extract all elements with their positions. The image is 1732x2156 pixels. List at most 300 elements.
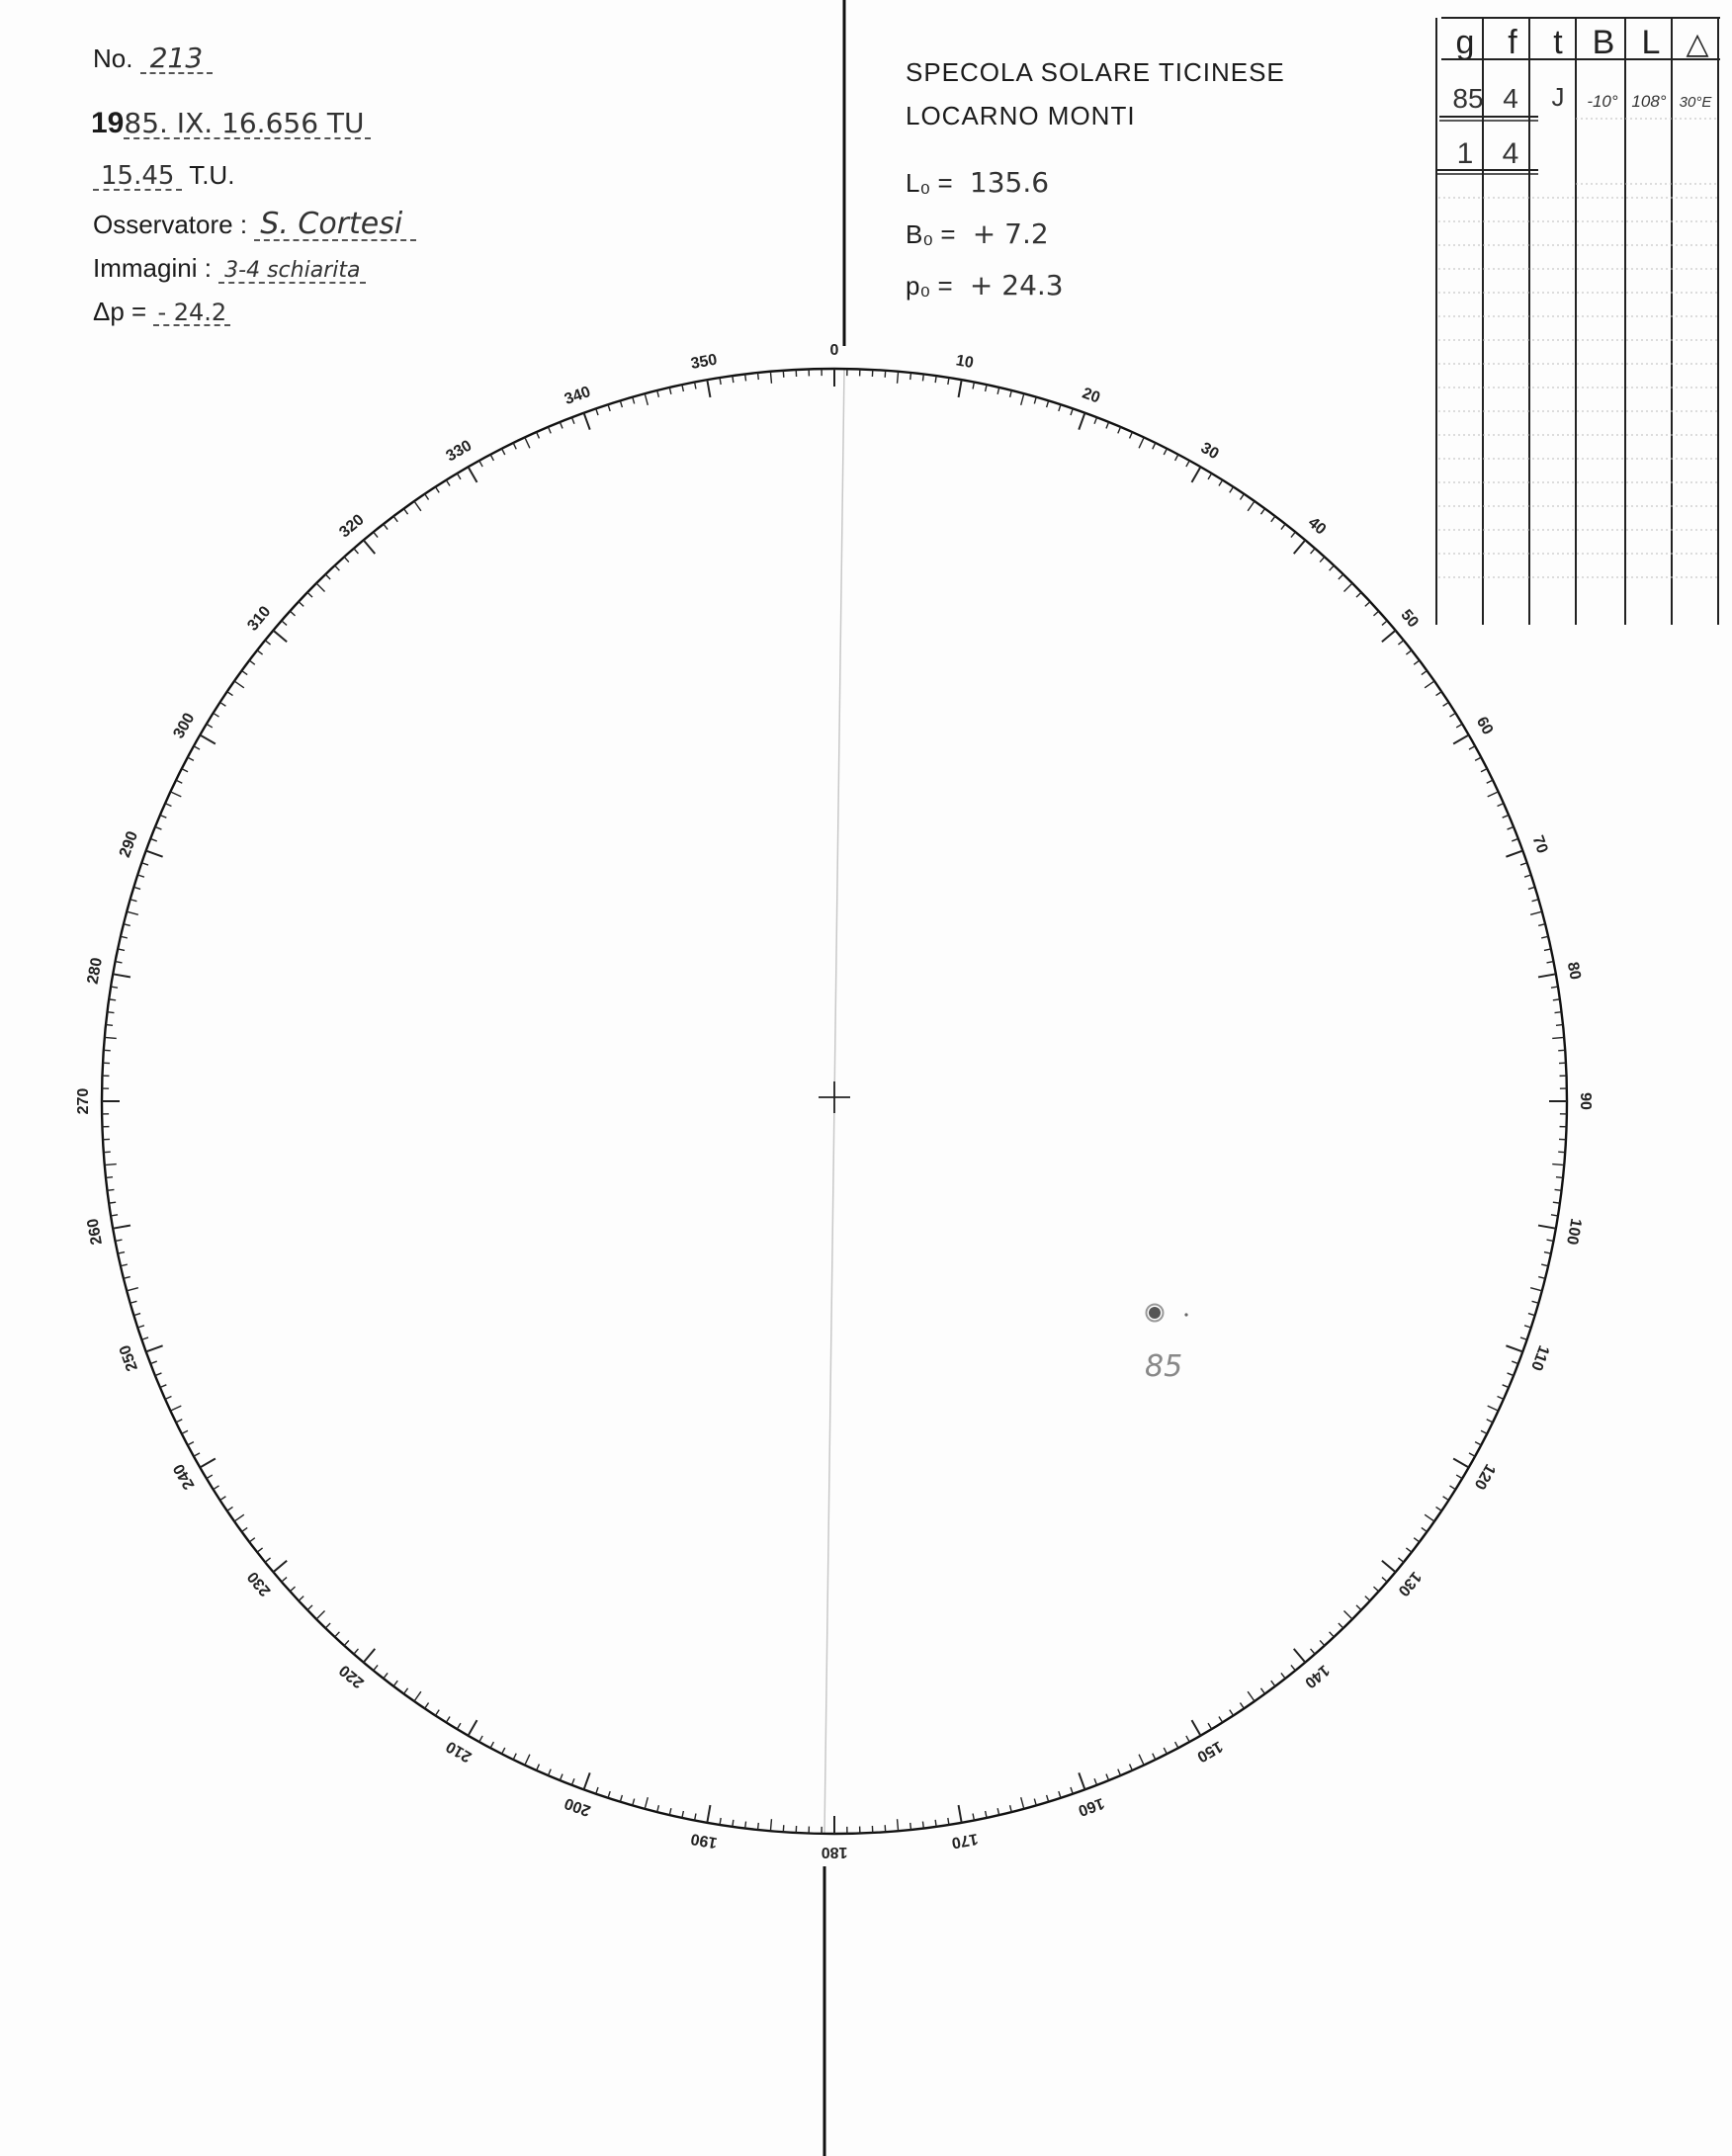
degree-tick: [1010, 1805, 1012, 1812]
degree-tick: [130, 900, 137, 902]
degree-tick: [770, 1819, 771, 1831]
table-row2-f: 4: [1502, 137, 1519, 170]
degree-tick: [1311, 1649, 1316, 1654]
degree-tick: [1034, 397, 1036, 404]
degree-tick: [133, 887, 140, 889]
degree-label: 210: [443, 1737, 476, 1766]
degree-tick: [307, 1605, 312, 1610]
degree-tick: [1079, 413, 1084, 430]
degree-tick: [1398, 641, 1403, 645]
degree-tick: [1373, 611, 1378, 616]
degree-tick: [1339, 574, 1343, 579]
degree-tick: [118, 949, 125, 950]
degree-tick: [695, 383, 696, 389]
p0-value: + 24.3: [969, 269, 1064, 302]
degree-tick: [1071, 408, 1073, 415]
degree-tick: [1382, 1561, 1396, 1573]
degree-tick: [1512, 1361, 1518, 1364]
degree-tick: [1343, 583, 1351, 591]
degree-tick: [1469, 1453, 1475, 1456]
observer-label: Osservatore :: [93, 210, 248, 239]
degree-tick: [1356, 1605, 1361, 1610]
degree-label: 0: [829, 342, 839, 360]
degree-tick: [571, 1778, 574, 1785]
degree-tick: [1021, 1797, 1024, 1809]
degree-tick: [1311, 549, 1316, 554]
degree-label: 300: [170, 710, 199, 742]
degree-tick: [1449, 713, 1455, 717]
degree-tick: [1320, 1640, 1325, 1645]
images-label: Immagini :: [93, 253, 212, 283]
degree-tick: [560, 422, 563, 428]
degree-tick: [1406, 650, 1412, 654]
degree-label: 350: [689, 351, 719, 373]
degree-tick: [393, 516, 397, 522]
degree-tick: [922, 375, 923, 382]
table-header-l: L: [1641, 24, 1661, 61]
degree-tick: [1186, 461, 1189, 467]
degree-tick: [513, 1754, 516, 1760]
degree-tick: [1175, 1742, 1178, 1748]
degree-tick: [1503, 815, 1509, 818]
degree-tick: [1528, 887, 1535, 889]
degree-tick: [1260, 1688, 1264, 1694]
degree-tick: [1520, 1337, 1527, 1339]
degree-tick: [105, 1164, 117, 1165]
degree-tick: [1106, 422, 1109, 428]
degree-label: 10: [954, 352, 976, 373]
degree-tick: [1556, 1025, 1563, 1026]
number-label: No.: [93, 43, 133, 73]
degree-tick: [1059, 404, 1061, 411]
degree-tick: [1406, 1548, 1412, 1552]
degree-label: 290: [116, 828, 142, 860]
observatory-title-line2: LOCARNO MONTI: [906, 101, 1136, 130]
degree-tick: [1547, 962, 1554, 963]
degree-tick: [469, 467, 477, 482]
degree-tick: [1555, 1012, 1562, 1013]
degree-tick: [141, 863, 148, 865]
degree-tick: [242, 1527, 248, 1531]
degree-tick: [1094, 1778, 1097, 1785]
degree-tick: [257, 1548, 263, 1552]
degree-tick: [1498, 1397, 1504, 1400]
degree-tick: [1508, 826, 1514, 829]
degree-tick: [1281, 1673, 1285, 1679]
degree-tick: [959, 1805, 962, 1823]
degree-tick: [1139, 437, 1144, 448]
degree-tick: [446, 1716, 450, 1722]
table-row1-g: 85: [1452, 83, 1484, 114]
b0-value: + 7.2: [972, 217, 1049, 250]
degree-label: 90: [1576, 1092, 1594, 1110]
degree-tick: [682, 385, 683, 391]
degree-tick: [299, 1596, 303, 1601]
degree-tick: [1356, 592, 1361, 597]
degree-tick: [1538, 1226, 1556, 1229]
degree-label: 110: [1527, 1342, 1552, 1373]
delta-p-label: Δp =: [93, 297, 147, 326]
l0-value: 135.6: [969, 166, 1050, 199]
degree-tick: [108, 1012, 115, 1013]
degree-tick: [1339, 1623, 1343, 1628]
degree-tick: [384, 1673, 388, 1679]
table-row1-b: -10°: [1587, 92, 1618, 111]
degree-tick: [425, 494, 429, 500]
degree-tick: [645, 393, 648, 405]
degree-label: 230: [244, 1568, 275, 1599]
degree-label: 60: [1472, 714, 1497, 738]
degree-tick: [1524, 1326, 1531, 1328]
degree-tick: [707, 380, 710, 397]
degree-label: 340: [562, 383, 593, 409]
degree-tick: [1118, 427, 1121, 433]
degree-tick: [1365, 1596, 1370, 1601]
degree-tick: [1553, 1202, 1560, 1203]
degree-tick: [733, 376, 734, 383]
table-row1-t: J: [1551, 82, 1565, 112]
degree-tick: [150, 1361, 157, 1364]
l0-label: L₀ =: [906, 168, 953, 198]
degree-tick: [1186, 1736, 1189, 1742]
degree-tick: [414, 1691, 421, 1701]
degree-tick: [234, 1514, 244, 1521]
degree-tick: [1330, 565, 1335, 570]
degree-tick: [182, 1430, 188, 1433]
degree-tick: [1532, 900, 1539, 902]
degree-label: 170: [950, 1830, 980, 1852]
degree-label: 320: [336, 511, 368, 542]
degree-tick: [986, 385, 987, 391]
degree-label: 70: [1528, 833, 1551, 856]
table-header-g: g: [1455, 24, 1475, 61]
degree-tick: [1422, 670, 1428, 674]
degree-tick: [207, 724, 213, 728]
degree-tick: [490, 1742, 493, 1748]
degree-tick: [537, 1765, 540, 1770]
degree-tick: [1436, 1507, 1442, 1510]
degree-tick: [935, 1820, 936, 1827]
degree-tick: [1456, 724, 1462, 728]
degree-tick: [384, 524, 388, 530]
degree-tick: [435, 1710, 439, 1716]
degree-tick: [227, 1507, 233, 1510]
degree-tick: [214, 1486, 219, 1490]
degree-tick: [490, 455, 493, 461]
degree-tick: [513, 443, 516, 449]
degree-tick: [537, 432, 540, 438]
degree-tick: [113, 1226, 130, 1229]
degree-tick: [273, 631, 287, 643]
degree-tick: [354, 549, 359, 554]
degree-tick: [282, 621, 287, 626]
degree-tick: [1422, 1527, 1428, 1531]
degree-label: 180: [821, 1843, 848, 1860]
degree-tick: [242, 670, 248, 674]
degree-tick: [403, 509, 407, 515]
degree-tick: [1373, 1587, 1378, 1592]
degree-tick: [1556, 1177, 1563, 1178]
p0-label: p₀ =: [906, 271, 953, 301]
degree-tick: [1175, 455, 1178, 461]
degree-tick: [1094, 417, 1097, 424]
degree-tick: [1320, 557, 1325, 561]
degree-tick: [182, 769, 188, 772]
degree-tick: [1230, 1710, 1234, 1716]
degree-tick: [1071, 1787, 1073, 1794]
degree-label: 310: [244, 603, 275, 635]
degree-label: 330: [443, 437, 476, 466]
degree-tick: [1553, 999, 1560, 1000]
degree-tick: [249, 1538, 255, 1542]
degree-tick: [124, 924, 130, 926]
degree-tick: [1555, 1189, 1562, 1190]
degree-tick: [1425, 1514, 1434, 1521]
degree-tick: [1506, 851, 1522, 857]
degree-label: 250: [116, 1342, 142, 1374]
degree-tick: [374, 1665, 378, 1670]
table-row1-delta: 30°E: [1679, 94, 1712, 111]
degree-tick: [1164, 449, 1167, 455]
degree-tick: [1414, 660, 1420, 664]
degree-tick: [1192, 467, 1201, 482]
degree-tick: [165, 804, 171, 807]
degree-tick: [973, 383, 974, 389]
degree-tick: [1552, 1164, 1564, 1165]
degree-tick: [155, 1373, 161, 1376]
degree-tick: [596, 408, 598, 415]
degree-tick: [1506, 1345, 1522, 1351]
degree-tick: [282, 1578, 287, 1583]
degree-tick: [257, 650, 263, 654]
date-value: 85. IX. 16.656 TU: [124, 110, 370, 139]
degree-tick: [121, 936, 128, 938]
degree-label: 200: [562, 1793, 593, 1820]
degree-tick: [633, 397, 635, 404]
degree-tick: [1153, 443, 1156, 449]
degree-tick: [165, 1397, 171, 1400]
degree-tick: [973, 1814, 974, 1821]
degree-tick: [502, 449, 505, 455]
degree-tick: [403, 1688, 407, 1694]
table-header-t: t: [1553, 24, 1563, 61]
degree-tick: [1192, 1720, 1201, 1736]
degree-tick: [898, 1819, 899, 1831]
degree-tick: [188, 1442, 194, 1445]
table-header-delta: △: [1686, 28, 1709, 60]
degree-tick: [1240, 494, 1244, 500]
degree-label: 80: [1563, 960, 1584, 982]
degree-tick: [141, 1337, 148, 1339]
degree-tick: [1034, 1799, 1036, 1806]
degree-label: 240: [170, 1460, 199, 1493]
table-row1-l: 108°: [1631, 92, 1667, 111]
degree-tick: [525, 437, 530, 448]
degree-tick: [1291, 532, 1295, 537]
degree-tick: [1443, 1497, 1449, 1501]
degree-tick: [959, 380, 962, 397]
degree-tick: [1398, 1558, 1403, 1562]
degree-tick: [1425, 681, 1434, 688]
degree-label: 100: [1563, 1217, 1585, 1247]
degree-tick: [608, 404, 610, 411]
degree-tick: [188, 757, 194, 760]
degree-tick: [160, 1385, 166, 1388]
degree-tick: [364, 1649, 376, 1663]
degree-tick: [1414, 1538, 1420, 1542]
degree-tick: [227, 692, 233, 696]
degree-tick: [316, 583, 324, 591]
degree-tick: [645, 1797, 648, 1809]
degree-tick: [457, 1723, 461, 1729]
degree-tick: [137, 875, 144, 877]
degree-tick: [194, 746, 200, 749]
table-ruled-lines: [1438, 119, 1718, 577]
degree-tick: [194, 1453, 200, 1456]
degree-tick: [986, 1811, 987, 1818]
degree-tick: [1541, 1264, 1548, 1266]
degree-tick: [502, 1748, 505, 1754]
degree-tick: [127, 911, 138, 914]
degree-tick: [106, 1177, 113, 1178]
degree-tick: [1547, 1240, 1554, 1241]
degree-tick: [1530, 1288, 1542, 1291]
degree-tick: [1343, 1610, 1351, 1618]
degree-tick: [207, 1475, 213, 1479]
degree-tick: [290, 1587, 295, 1592]
degree-tick: [1106, 1774, 1109, 1780]
degree-tick: [1271, 516, 1275, 522]
year-prefix: 19: [91, 107, 125, 139]
degree-tick: [446, 480, 450, 486]
degree-tick: [1469, 746, 1475, 749]
sunspot-small: [1184, 1313, 1187, 1316]
degree-tick: [364, 540, 376, 554]
table-row2-g: 1: [1456, 137, 1474, 170]
degree-label: 120: [1470, 1460, 1499, 1493]
images-value: 3-4 schiarita: [218, 260, 366, 284]
observatory-title-line1: SPECOLA SOLARE TICINESE: [906, 57, 1285, 87]
degree-tick: [596, 1787, 598, 1794]
degree-tick: [116, 1240, 123, 1241]
degree-tick: [220, 1497, 226, 1501]
degree-tick: [176, 1420, 182, 1423]
degree-tick: [1382, 1578, 1387, 1583]
degree-tick: [1294, 1649, 1306, 1663]
degree-tick: [1488, 792, 1499, 797]
degree-tick: [108, 1189, 115, 1190]
degree-label: 190: [689, 1830, 719, 1852]
degree-tick: [109, 1202, 116, 1203]
b0-label: B₀ =: [906, 219, 956, 249]
degree-tick: [997, 388, 999, 394]
sunspot-umbra: [1149, 1307, 1161, 1319]
degree-tick: [1538, 974, 1556, 977]
degree-tick: [307, 592, 312, 597]
degree-tick: [548, 427, 551, 433]
degree-tick: [469, 1720, 477, 1736]
degree-tick: [1456, 1475, 1462, 1479]
degree-tick: [1248, 1691, 1255, 1701]
table-header-f: f: [1508, 24, 1517, 61]
degree-tick: [1538, 1277, 1545, 1279]
degree-tick: [1208, 474, 1212, 479]
degree-tick: [620, 400, 622, 407]
degree-tick: [1541, 936, 1548, 938]
degree-tick: [745, 1822, 746, 1829]
degree-tick: [344, 557, 349, 561]
degree-tick: [414, 501, 421, 511]
degree-tick: [1487, 780, 1493, 783]
degree-tick: [1498, 804, 1504, 807]
degree-tick: [997, 1808, 999, 1815]
degree-tick: [146, 1345, 163, 1351]
degree-tick: [105, 1037, 117, 1038]
degree-tick: [1260, 509, 1264, 515]
degree-tick: [457, 474, 461, 479]
degree-tick: [745, 375, 746, 382]
degree-tick: [435, 487, 439, 493]
degree-tick: [1475, 1442, 1481, 1445]
degree-tick: [118, 1252, 125, 1253]
degree-tick: [1219, 1716, 1223, 1722]
degree-tick: [1139, 1755, 1144, 1766]
degree-tick: [1443, 702, 1449, 706]
degree-tick: [682, 1811, 683, 1818]
degree-tick: [1059, 1791, 1061, 1798]
table-header-b: B: [1592, 24, 1615, 61]
degree-tick: [299, 602, 303, 607]
degree-tick: [1382, 631, 1396, 643]
degree-tick: [1532, 1301, 1539, 1303]
table-row1-f: 4: [1503, 83, 1518, 114]
degree-tick: [770, 372, 771, 384]
degree-tick: [1047, 400, 1049, 407]
degree-tick: [1453, 1459, 1469, 1468]
degree-tick: [137, 1326, 144, 1328]
degree-label: 50: [1397, 606, 1422, 632]
degree-tick: [124, 1277, 130, 1279]
spot-group-label: 85: [1145, 1349, 1183, 1384]
degree-label: 270: [75, 1087, 93, 1115]
degree-tick: [1294, 540, 1306, 554]
degree-tick: [1481, 769, 1487, 772]
degree-tick: [273, 1561, 287, 1573]
degree-tick: [1552, 1037, 1564, 1038]
degree-tick: [214, 713, 219, 717]
degree-tick: [121, 1264, 128, 1266]
degree-tick: [922, 1822, 923, 1829]
degree-tick: [1436, 692, 1442, 696]
degree-tick: [669, 1808, 671, 1815]
degree-tick: [657, 1805, 659, 1812]
degree-tick: [200, 1459, 216, 1468]
number-value: 213: [140, 44, 213, 74]
degree-tick: [898, 372, 899, 384]
degree-tick: [1219, 480, 1223, 486]
degree-tick: [584, 1772, 590, 1789]
degree-tick: [657, 390, 659, 397]
degree-tick: [1164, 1748, 1167, 1754]
degree-tick: [1021, 393, 1024, 405]
degree-tick: [525, 1755, 530, 1766]
degree-tick: [116, 962, 123, 963]
time-unit: T.U.: [189, 160, 235, 190]
degree-tick: [1130, 432, 1133, 438]
delta-p-value: - 24.2: [153, 301, 230, 326]
degree-tick: [176, 780, 182, 783]
degree-tick: [1271, 1681, 1275, 1686]
